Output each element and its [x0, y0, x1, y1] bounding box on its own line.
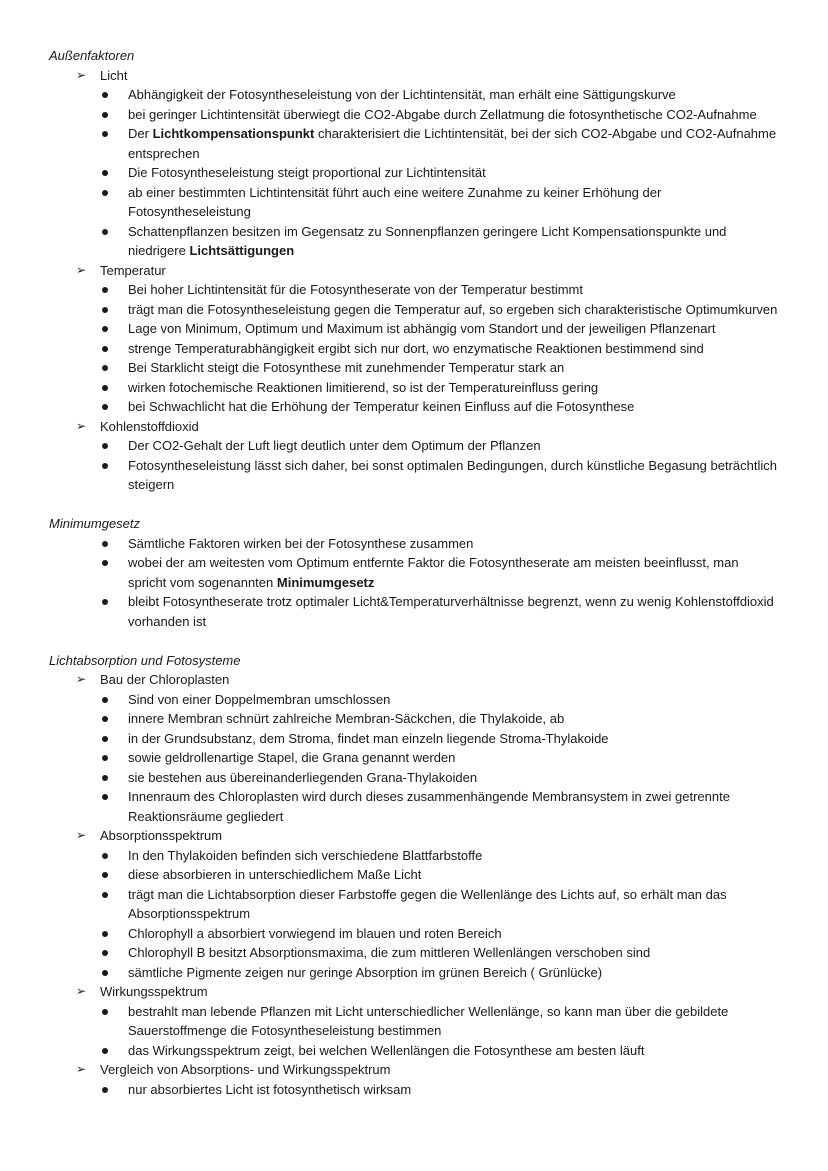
text-run: Die Fotosyntheseleistung steigt proportional zur Lichtintensität: [128, 165, 486, 180]
bullet-item: [0, 163, 828, 183]
text-run: Chlorophyll B besitzt Absorptionsmaxima, die zum mittleren Wellenlängen verschoben sind: [128, 945, 651, 960]
bullet-text: [125, 1080, 780, 1100]
bullet-list: [0, 846, 828, 983]
bullet-text: [125, 748, 780, 768]
section-title: Außenfaktoren: [49, 48, 135, 63]
topic-heading: [0, 261, 828, 281]
bullet-dot-icon: [102, 1087, 108, 1093]
bullet-item: [0, 339, 828, 359]
topic-heading-label: Bau der Chloroplasten: [100, 672, 230, 687]
bullet-item: [0, 592, 828, 631]
bullet-text: [125, 865, 780, 885]
bullet-dot-icon: [102, 599, 108, 605]
bullet-text: [125, 339, 780, 359]
bullet-dot-icon: [102, 541, 108, 547]
text-run: trägt man die Fotosyntheseleistung gegen die Temperatur auf, so ergeben sich charakteristische Optimumkurven: [128, 301, 778, 317]
text-run: trägt man die Lichtabsorption dieser Farbstoffe gegen die Wellenlänge des Lichts auf, so erhält man das Absorptionsspektrum: [128, 886, 727, 921]
bullet-dot-icon: [102, 190, 108, 196]
bullet-item: [0, 963, 828, 983]
topic-heading: [0, 826, 828, 846]
bold-term: Minimumgesetz: [276, 574, 375, 590]
bullet-item: [0, 865, 828, 885]
section: [0, 651, 828, 1100]
text-run: das Wirkungsspektrum zeigt, bei welchen Wellenlängen die Fotosynthese am besten läuft: [128, 1042, 645, 1058]
text-run: in der Grundsubstanz, dem Stroma, findet man einzeln liegende Stroma-Thylakoide: [128, 730, 609, 746]
bullet-dot-icon: [102, 287, 108, 293]
text-run: Fotosyntheseleistung lässt sich daher, bei sonst optimalen Bedingungen, durch künstliche Begasung beträchtlich steigern: [128, 457, 777, 492]
bullet-text: [125, 534, 780, 554]
bullet-text: [125, 319, 780, 339]
text-run: bleibt Fotosyntheserate trotz optimaler Licht&Temperaturverhältnisse begrenzt, wenn zu wenig Kohlenstoffdioxid vorhanden ist: [128, 594, 774, 629]
bullet-item: [0, 943, 828, 963]
topic-group: [0, 417, 828, 495]
bullet-item: [0, 358, 828, 378]
bullet-dot-icon: [102, 716, 108, 722]
bold-term: Lichtkompensationspunkt: [152, 126, 315, 141]
topic-heading-label: Vergleich von Absorptions- und Wirkungsspektrum: [100, 1062, 391, 1077]
bullet-dot-icon: [102, 950, 108, 956]
bullet-text: [125, 105, 780, 125]
topic-heading-label: Temperatur: [100, 262, 166, 278]
bullet-dot-icon: [102, 892, 108, 898]
bullet-text: [125, 846, 780, 866]
bullet-item: [0, 885, 828, 924]
bullet-item: [0, 124, 828, 163]
topic-heading-label: Wirkungsspektrum: [100, 984, 208, 999]
topic-group: [0, 670, 828, 826]
bullet-item: [0, 378, 828, 398]
bullet-dot-icon: [102, 1048, 108, 1054]
bullet-text: [125, 280, 780, 300]
bullet-item: [0, 319, 828, 339]
bullet-item: [0, 436, 828, 456]
bullet-dot-icon: [102, 229, 108, 235]
topic-heading-label: Licht: [100, 67, 128, 83]
text-run: wobei der am weitesten vom Optimum entfernte Faktor die Fotosyntheserate am meisten beeinflusst, man spricht vom sogenannten: [128, 555, 739, 590]
bullet-text: [125, 729, 780, 749]
bold-term: Lichtsättigungen: [189, 243, 295, 258]
text-run: Sämtliche Faktoren wirken bei der Fotosynthese zusammen: [128, 535, 474, 551]
text-run: bei Schwachlicht hat die Erhöhung der Temperatur keinen Einfluss auf die Fotosynthese: [128, 399, 635, 414]
bullet-dot-icon: [102, 112, 108, 118]
bullet-dot-icon: [102, 794, 108, 800]
section: [0, 514, 828, 631]
arrow-bullet-icon: ➢: [76, 672, 87, 686]
bullet-text: [125, 592, 780, 631]
text-run: Abhängigkeit der Fotosyntheseleistung von der Lichtintensität, man erhält eine Sättigungskurve: [128, 87, 676, 102]
bullet-text: [125, 1002, 780, 1041]
bullet-text: [125, 1041, 780, 1061]
bullet-list: [0, 690, 828, 827]
bullet-dot-icon: [102, 697, 108, 703]
bullet-dot-icon: [102, 736, 108, 742]
bullet-item: [0, 846, 828, 866]
bullet-text: [125, 943, 780, 963]
bullet-dot-icon: [102, 931, 108, 937]
bullet-text: [125, 358, 780, 378]
bullet-dot-icon: [102, 755, 108, 761]
bullet-dot-icon: [102, 404, 108, 410]
bullet-text: [125, 690, 780, 710]
text-run: wirken fotochemische Reaktionen limitierend, so ist der Temperatureinfluss gering: [128, 379, 599, 395]
bullet-text: [125, 300, 780, 320]
bullet-text: [125, 397, 780, 417]
bullet-list: [0, 1080, 828, 1100]
bullet-list: [0, 85, 828, 261]
bullet-list: [0, 436, 828, 495]
bullet-dot-icon: [102, 170, 108, 176]
topic-heading: [0, 66, 828, 86]
text-run: Der CO2-Gehalt der Luft liegt deutlich unter dem Optimum der Pflanzen: [128, 438, 541, 453]
text-run: diese absorbieren in unterschiedlichem Maße Licht: [128, 867, 422, 882]
bullet-item: [0, 748, 828, 768]
bullet-list: [0, 280, 828, 417]
bullet-item: [0, 553, 828, 592]
bullet-item: [0, 280, 828, 300]
topic-heading: [0, 1060, 828, 1080]
bullet-item: [0, 456, 828, 495]
text-run: charakterisiert die Lichtintensität, bei der sich CO2-Abgabe und CO2-Aufnahme entsprechen: [128, 126, 777, 161]
bullet-item: [0, 397, 828, 417]
arrow-bullet-icon: ➢: [76, 984, 87, 998]
section-title: Lichtabsorption und Fotosysteme: [49, 652, 241, 668]
bullet-text: [125, 553, 780, 592]
document-page: [0, 46, 828, 1119]
bullet-item: [0, 1041, 828, 1061]
bullet-text: [125, 436, 780, 456]
arrow-bullet-icon: ➢: [76, 67, 87, 82]
text-run: nur absorbiertes Licht ist fotosynthetisch wirksam: [128, 1081, 412, 1097]
bullet-list: [0, 534, 828, 632]
topic-group: [0, 1060, 828, 1099]
text-run: Sind von einer Doppelmembran umschlossen: [128, 691, 391, 707]
topic-heading: [0, 982, 828, 1002]
topic-group: [0, 534, 828, 632]
text-run: Schattenpflanzen besitzen im Gegensatz zu Sonnenpflanzen geringere Licht Kompensationspunkte und niedrigere: [128, 223, 727, 258]
bullet-text: [125, 709, 780, 729]
bullet-dot-icon: [102, 326, 108, 332]
topic-group: [0, 982, 828, 1060]
bullet-item: [0, 183, 828, 222]
bullet-text: [125, 963, 780, 983]
section-title: Minimumgesetz: [49, 516, 141, 531]
text-run: Chlorophyll a absorbiert vorwiegend im blauen und roten Bereich: [128, 925, 502, 941]
bullet-dot-icon: [102, 131, 108, 137]
bullet-item: [0, 1002, 828, 1041]
text-run: sie bestehen aus übereinanderliegenden Grana-Thylakoiden: [128, 769, 478, 785]
topic-heading-label: Absorptionsspektrum: [100, 828, 223, 843]
bullet-dot-icon: [102, 307, 108, 313]
bullet-dot-icon: [102, 346, 108, 352]
section: [0, 46, 828, 495]
arrow-bullet-icon: ➢: [76, 418, 87, 433]
arrow-bullet-icon: ➢: [76, 262, 87, 277]
bullet-dot-icon: [102, 385, 108, 391]
bullet-text: [125, 378, 780, 398]
bullet-text: [125, 456, 780, 495]
bullet-dot-icon: [102, 872, 108, 878]
text-run: ab einer bestimmten Lichtintensität führt auch eine weitere Zunahme zu keiner Erhöhung der Fotosyntheseleistung: [128, 184, 662, 219]
text-run: sowie geldrollenartige Stapel, die Grana genannt werden: [128, 750, 456, 765]
topic-heading: [0, 670, 828, 690]
bullet-dot-icon: [102, 775, 108, 781]
bullet-text: [125, 183, 780, 222]
topic-group: [0, 261, 828, 417]
bullet-text: [125, 885, 780, 924]
bullet-text: [125, 163, 780, 183]
topic-group: [0, 826, 828, 982]
bullet-item: [0, 222, 828, 261]
bullet-item: [0, 729, 828, 749]
bullet-item: [0, 300, 828, 320]
arrow-bullet-icon: ➢: [76, 828, 87, 842]
bullet-list: [0, 1002, 828, 1061]
bullet-dot-icon: [102, 560, 108, 566]
text-run: sämtliche Pigmente zeigen nur geringe Absorption im grünen Bereich ( Grünlücke): [128, 964, 603, 980]
bullet-text: [125, 924, 780, 944]
bullet-dot-icon: [102, 1009, 108, 1015]
bullet-item: [0, 709, 828, 729]
bullet-item: [0, 924, 828, 944]
bullet-item: [0, 85, 828, 105]
bullet-item: [0, 690, 828, 710]
text-run: Lage von Minimum, Optimum und Maximum ist abhängig vom Standort und der jeweiligen Pflanzenart: [128, 321, 716, 336]
bullet-dot-icon: [102, 92, 108, 98]
bullet-text: [125, 787, 780, 826]
bullet-dot-icon: [102, 443, 108, 449]
bullet-text: [125, 85, 780, 105]
text-run: innere Membran schnürt zahlreiche Membran-Säckchen, die Thylakoide, ab: [128, 711, 565, 726]
text-run: Bei hoher Lichtintensität für die Fotosyntheserate von der Temperatur bestimmt: [128, 282, 583, 297]
bullet-text: [125, 124, 780, 163]
bullet-item: [0, 768, 828, 788]
topic-heading: [0, 417, 828, 437]
bullet-text: [125, 222, 780, 261]
bullet-dot-icon: [102, 970, 108, 976]
bullet-text: [125, 768, 780, 788]
text-run: strenge Temperaturabhängigkeit ergibt sich nur dort, wo enzymatische Reaktionen bestimmend sind: [128, 340, 704, 356]
bullet-item: [0, 787, 828, 826]
bullet-item: [0, 105, 828, 125]
bullet-item: [0, 534, 828, 554]
bullet-dot-icon: [102, 463, 108, 469]
text-run: Innenraum des Chloroplasten wird durch dieses zusammenhängende Membransystem in zwei getrennte Reaktionsräume gegliedert: [128, 789, 730, 824]
text-run: Der: [128, 126, 153, 141]
text-run: bei geringer Lichtintensität überwiegt die CO2-Abgabe durch Zellatmung die fotosynthetische CO2-Aufnahme: [128, 106, 757, 122]
topic-heading-label: Kohlenstoffdioxid: [100, 418, 199, 434]
text-run: In den Thylakoiden befinden sich verschiedene Blattfarbstoffe: [128, 847, 483, 863]
bullet-item: [0, 1080, 828, 1100]
text-run: bestrahlt man lebende Pflanzen mit Licht unterschiedlicher Wellenlänge, so kann man über die gebildete Sauerstoffmenge die Fotosyntheseleistung bestimmen: [128, 1003, 729, 1038]
text-run: Bei Starklicht steigt die Fotosynthese mit zunehmender Temperatur stark an: [128, 360, 565, 375]
bullet-dot-icon: [102, 365, 108, 371]
arrow-bullet-icon: ➢: [76, 1062, 87, 1076]
topic-group: [0, 66, 828, 261]
bullet-dot-icon: [102, 853, 108, 859]
